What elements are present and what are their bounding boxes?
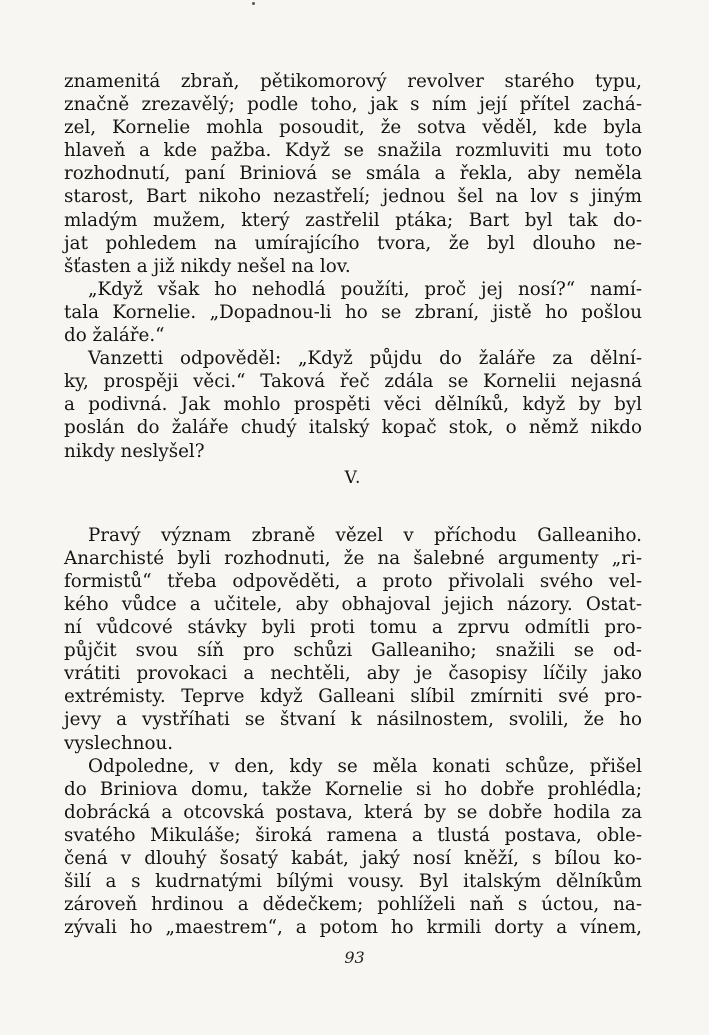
text-line: formistů“ třeba odpověděti, a proto přivolali svého vel- (64, 570, 642, 592)
text-line: vyslechnou. (64, 732, 174, 754)
text-line: Pravý význam zbraně vězel v příchodu Galleaniho. (88, 524, 642, 546)
text-line: znamenitá zbraň, pětikomorový revolver starého typu, (64, 71, 642, 92)
text-line: zel, Kornelie mohla posoudit, že sotva věděl, kde byla (64, 117, 642, 139)
text-line: rozhodnutí, paní Briniová se smála a řekla, aby neměla (64, 163, 642, 185)
text-line: šťasten a již nikdy nešel na lov. (64, 255, 351, 277)
print-speck (252, 2, 255, 5)
text-line: nikdy neslyšel? (64, 440, 205, 462)
page-number: 93 (344, 948, 365, 967)
text-line: Anarchisté byli rozhodnuti, že na šalebné argumenty „ri- (64, 547, 642, 569)
text-line: hlaveň a kde pažba. Když se snažila rozmluviti mu toto (64, 140, 642, 162)
text-line: vrátiti provokaci a nechtěli, aby je časopisy líčily jako (64, 663, 642, 685)
text-line: do Briniova domu, takže Kornelie si ho dobře prohlédla; (64, 778, 642, 800)
text-line: do žaláře.“ (64, 325, 165, 347)
text-line: dobrácká a otcovská postava, která by se dobře hodila za (64, 801, 642, 823)
text-line: starost, Bart nikoho nezastřelí; jednou šel na lov s jiným (64, 186, 642, 208)
text-line: šilí a s kudrnatými bílými vousy. Byl italským dělníkům (64, 871, 642, 893)
text-line: jevy a vystříhati se štvaní k násilnostem, svolili, že ho (64, 709, 642, 731)
text-line: extrémisty. Teprve když Galleani slíbil zmírniti své pro- (64, 686, 642, 708)
text-line: Vanzetti odpověděl: „Když půjdu do žaláře za dělní- (88, 348, 642, 370)
paragraph-3 (64, 347, 642, 462)
page-body (64, 70, 642, 939)
text-line: zároveň hrdinou a dědečkem; pohlíželi naň s úctou, na- (64, 894, 642, 916)
paragraph-5 (64, 755, 642, 940)
text-line: značně zrezavělý; podle toho, jak s ním její přítel zachá- (64, 94, 642, 116)
text-line: „Když však ho nehodlá použíti, proč jej nosí?“ namí- (88, 278, 642, 300)
text-line: čená v dlouhý šosatý kabát, jaký nosí kněží, s bílou ko- (64, 848, 642, 869)
text-line: zývali ho „maestrem“, a potom ho krmili dorty a vínem, (64, 917, 642, 939)
section-heading: V. (344, 467, 362, 488)
text-line: poslán do žaláře chudý italský kopač stok, o němž nikdo (64, 417, 642, 439)
text-line: jat pohledem na umírajícího tvora, že byl dlouho ne- (64, 232, 642, 254)
text-line: ní vůdcové stávky byli proti tomu a zprvu odmítli pro- (64, 617, 642, 639)
text-line: svatého Mikuláše; široká ramena a tlustá postava, oble- (64, 824, 642, 846)
paragraph-1 (64, 70, 642, 278)
text-line: půjčit svou síň pro schůzi Galleaniho; snažili se od- (64, 640, 642, 662)
paragraph-2 (64, 278, 642, 347)
paragraph-4 (64, 524, 642, 755)
text-line: ky, prospěji věci.“ Taková řeč zdála se Kornelii nejasná (64, 371, 642, 393)
text-line: mladým mužem, který zastřelil ptáka; Bart byl tak do- (64, 209, 642, 231)
text-line: a podivná. Jak mohlo prospěti věci dělníků, když by byl (64, 394, 642, 416)
text-line: tala Kornelie. „Dopadnou-li ho se zbraní, jistě ho pošlou (64, 301, 642, 323)
text-line: Odpoledne, v den, kdy se měla konati schůze, přišel (88, 755, 642, 777)
text-line: kého vůdce a učitele, aby obhajoval jejich názory. Ostat- (64, 593, 642, 615)
